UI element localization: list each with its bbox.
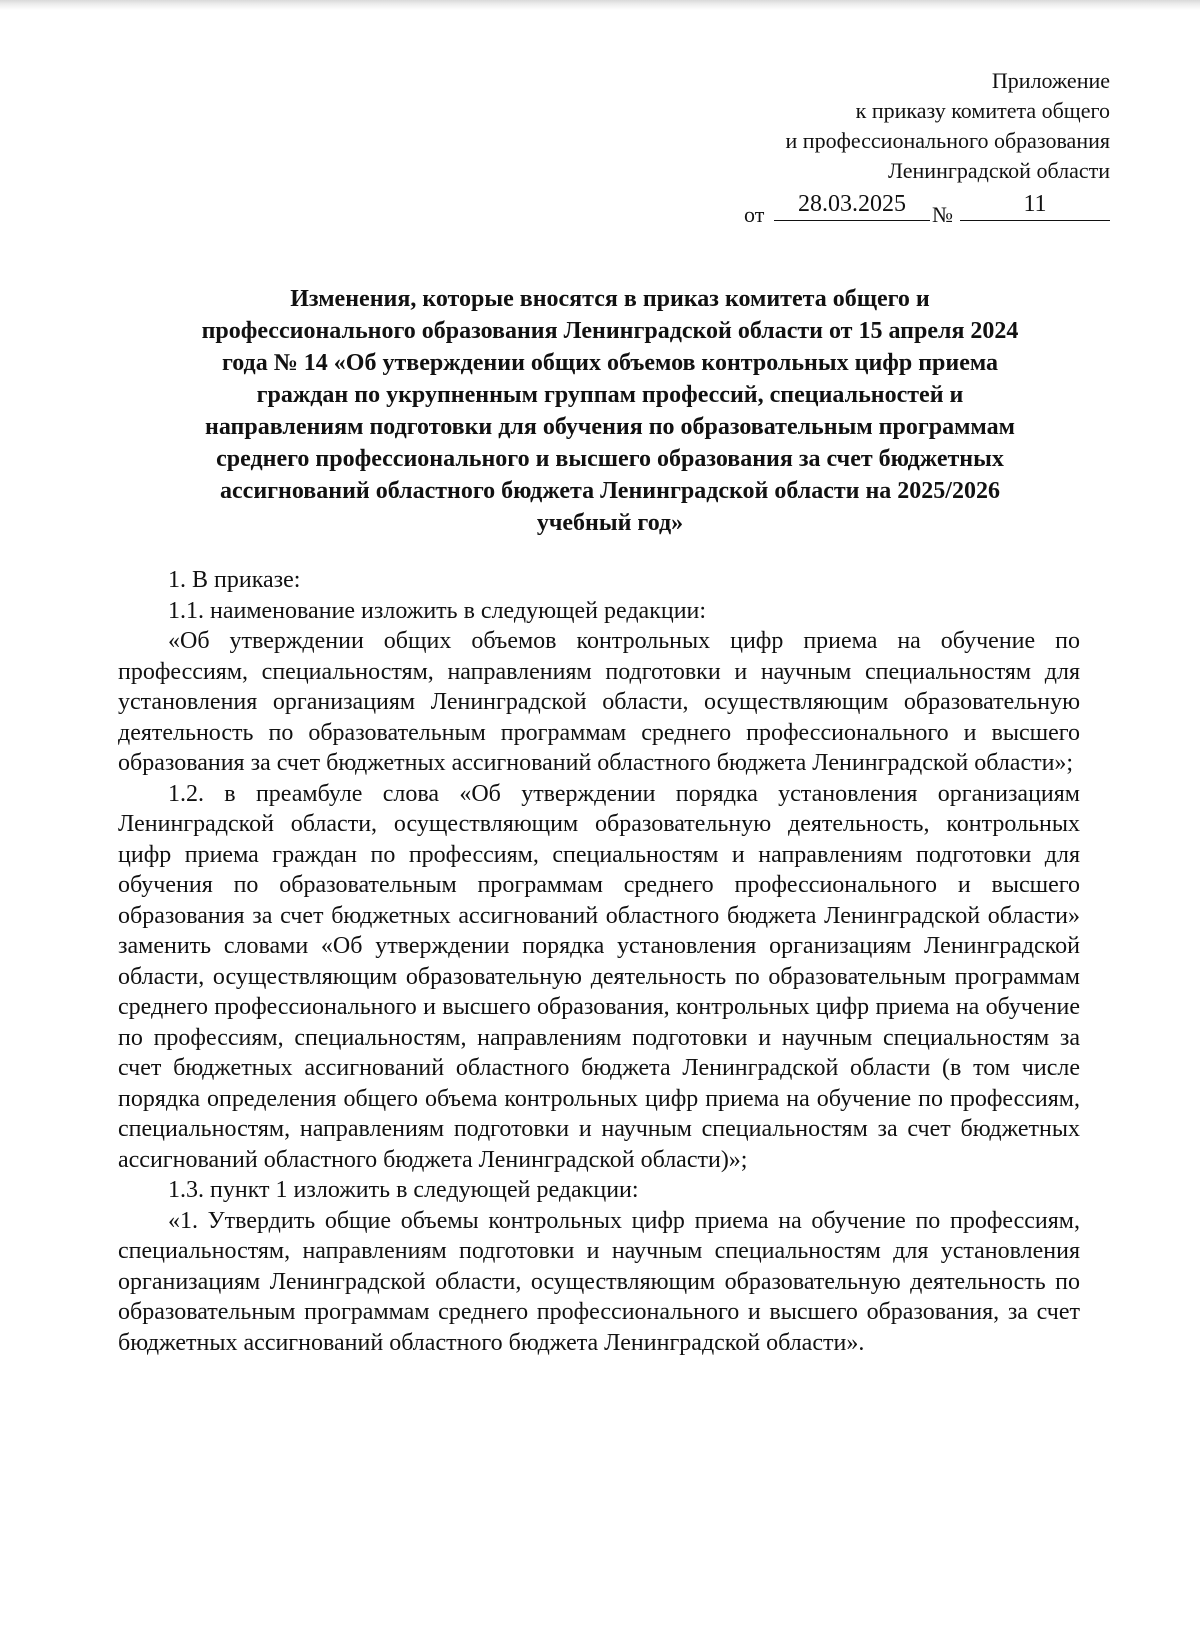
paragraph-1-3-text: «1. Утвердить общие объемы контрольных цифр приема на обучение по профессиям, специальностям, направлениям подготовки и научным специальностям для установления организациям Ленинградской области, осуществляющим образовательную деятельность по образовательным программам среднего профессионального и высшего образования, за счет бюджетных ассигнований областного бюджета Ленинградской области». <box>118 1207 1080 1356</box>
appendix-header <box>786 66 1110 186</box>
appendix-region: Ленинградской области <box>888 158 1110 183</box>
order-date: 28.03.2025 <box>774 190 930 221</box>
appendix-committee: и профессионального образования <box>785 128 1110 153</box>
paragraph-1: 1. В приказе: <box>168 567 301 593</box>
title-line: года № 14 «Об утверждении общих объемов контрольных цифр приема <box>221 350 999 376</box>
title-line: Изменения, которые вносятся в приказ комитета общего и <box>290 286 930 312</box>
order-date-line <box>744 190 1114 226</box>
from-label: от <box>744 202 765 227</box>
document-title <box>110 283 1110 539</box>
title-line: учебный год» <box>536 510 684 536</box>
paragraph-1-1: 1.1. наименование изложить в следующей редакции: <box>168 597 707 624</box>
appendix-label: Приложение <box>991 68 1110 93</box>
title-line: профессионального образования Ленинградской области от 15 апреля 2024 <box>201 318 1019 344</box>
order-number: 11 <box>960 190 1110 221</box>
scan-edge <box>0 0 1200 10</box>
title-line: направлениям подготовки для обучения по образовательным программам <box>205 414 1015 440</box>
document-body <box>118 565 1080 1358</box>
title-line: среднего профессионального и высшего образования за счет бюджетных <box>216 446 1004 472</box>
appendix-order-ref: к приказу комитета общего <box>855 98 1110 123</box>
number-label: № <box>932 202 953 227</box>
paragraph-1-1-text: «Об утверждении общих объемов контрольных цифр приема на обучение по профессиям, специальностям, направлениям подготовки и научным специальностям для установления организациям Ленинградской области, осуществляющим образовательную деятельность по образовательным программам среднего профессионального и высшего образования за счет бюджетных ассигнований областного бюджета Ленинградской области»; <box>118 628 1080 776</box>
title-line: ассигнований областного бюджета Ленинградской области на 2025/2026 <box>220 478 1000 504</box>
paragraph-1-3: 1.3. пункт 1 изложить в следующей редакции: <box>168 1177 639 1203</box>
paragraph-1-2: 1.2. в преамбуле слова «Об утверждении порядка установления организациям Ленинградской области, осуществляющим образовательную деятельность, контрольных цифр приема граждан по профессиям, специальностям и направлениям подготовки для обучения по образовательным программам среднего профессионального и высшего образования за счет бюджетных ассигнований областного бюджета Ленинградской области» заменить словами «Об утверждении порядка установления организациям Ленинградской области, осуществляющим образовательную деятельность по образовательным программам среднего профессионального и высшего образования, контрольных цифр приема на обучение по профессиям, специальностям, направлениям подготовки и научным специальностям за счет бюджетных ассигнований областного бюджета Ленинградской области (в том числе порядка определения общего объема контрольных цифр приема на обучение по профессиям, специальностям, направлениям подготовки и научным специальностям за счет бюджетных ассигнований областного бюджета Ленинградской области)»; <box>118 780 1080 1173</box>
title-line: граждан по укрупненным группам профессий, специальностей и <box>256 382 964 408</box>
